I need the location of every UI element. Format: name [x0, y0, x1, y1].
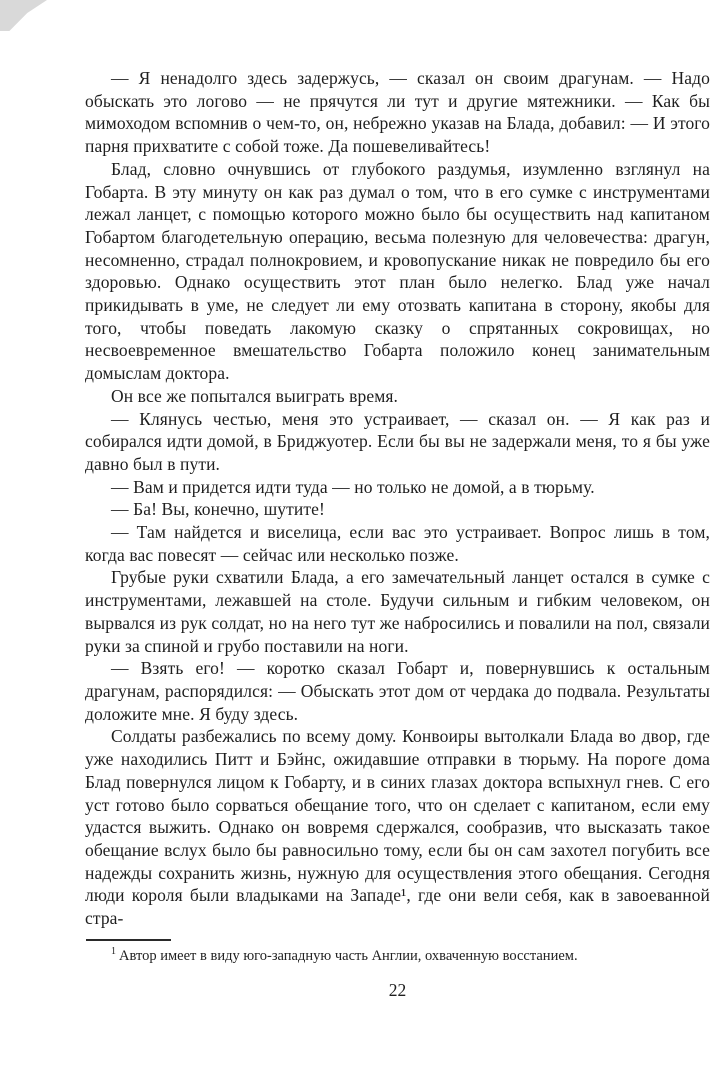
paragraph: — Я ненадолго здесь задержусь, — сказал он своим драгунам. — Надо обыскать это логово — не прячутся ли тут и другие мятежники. — Как бы мимоходом вспомнив о чем-то, он, небрежно указав на Блада, добавил: — И этого парня прихватите с собой тоже. Да пошевеливайтесь!	[85, 68, 710, 157]
paragraph: Блад, словно очнувшись от глубокого раздумья, изумленно взглянул на Гобарта. В эту минуту он как раз думал о том, что в его сумке с инструментами лежал ланцет, с помощью которого можно было бы осуществить над капитаном Гобартом благодетельную операцию, весьма полезную для человечества: драгун, несомненно, страдал полнокровием, и кровопускание никак не повредило бы его здоровью. Однако осуществить этот план было нелегко. Блад уже начал прикидывать в уме, не следует ли ему отозвать капитана в сторону, якобы для того, чтобы поведать лакомую сказку о спрятанных сокровищах, но несвоевременное вмешательство Гобарта положило конец занимательным домыслам доктора.	[85, 158, 710, 384]
scan-artifact-corner	[0, 0, 47, 31]
footnote-text: Автор имеет в виду юго-западную часть Англии, охваченную восстанием.	[119, 948, 578, 964]
paragraph: Солдаты разбежались по всему дому. Конвоиры вытолкали Блада во двор, где уже находились Питт и Бэйнс, ожидавшие отправки в тюрьму. На пороге дома Блад повернулся лицом к Гобарту, и в синих глазах доктора вспыхнул гнев. С его уст готово было сорваться обещание того, что он сделает с капитаном, если ему удастся выжить. Однако он вовремя сдержался, сообразив, что высказать такое обещание вслух было бы равносильно тому, если бы он сам захотел погубить все надежды сохранить жизнь, нужную для осуществления этого обещания. Сегодня люди короля были владыками на Западе¹, где они вели себя, как в завоеванной стра-	[85, 726, 710, 929]
footnote-marker: 1	[111, 946, 116, 958]
paragraph: Он все же попытался выиграть время.	[111, 385, 399, 406]
paragraph: — Клянусь честью, меня это устраивает, — сказал он. — Я как раз и собирался идти домой, в Бриджуотер. Если бы вы не задержали меня, то я бы уже давно был в пути.	[85, 408, 710, 474]
page-text-block	[85, 67, 710, 930]
paragraph: — Вам и придется идти туда — но только не домой, а в тюрьму.	[111, 476, 595, 497]
paragraph: Грубые руки схватили Блада, а его замечательный ланцет остался в сумке с инструментами, лежавшей на столе. Будучи сильным и гибким человеком, он вырвался из рук солдат, но на него тут же набросились и повалили на пол, связали руки за спиной и грубо поставили на ноги.	[85, 567, 710, 656]
footnote-separator	[86, 939, 171, 941]
page-number: 22	[388, 980, 407, 1000]
footnote	[85, 947, 710, 965]
paragraph: — Ба! Вы, конечно, шутите!	[111, 499, 325, 520]
paragraph: — Там найдется и виселица, если вас это устраивает. Вопрос лишь в том, когда вас повесят — сейчас или несколько позже.	[85, 522, 710, 565]
paragraph: — Взять его! — коротко сказал Гобарт и, повернувшись к остальным драгунам, распорядился: — Обыскать этот дом от чердака до подвала. Результаты доложите мне. Я буду здесь.	[85, 658, 710, 724]
